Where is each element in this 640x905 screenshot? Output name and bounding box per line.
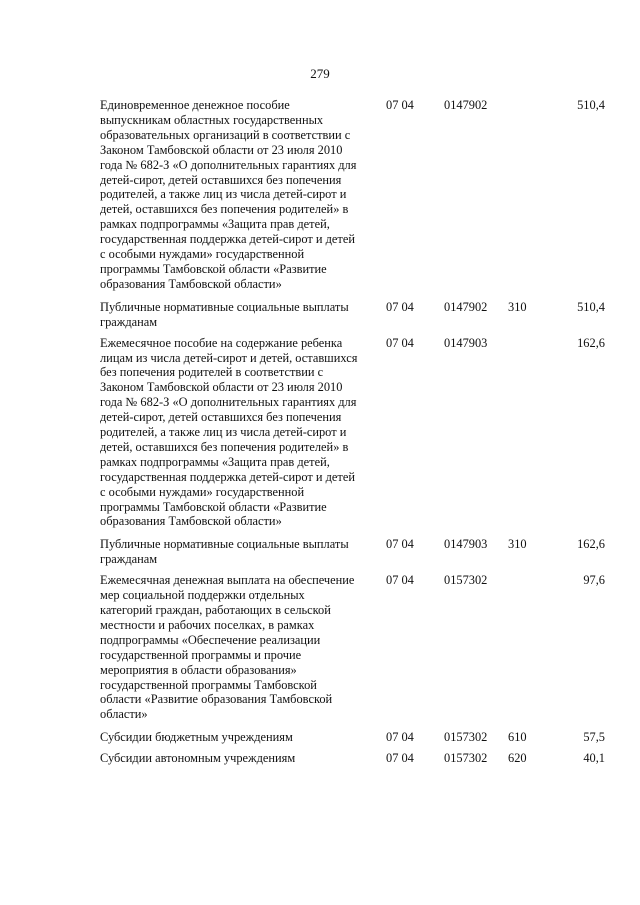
- row-type: 310: [508, 299, 527, 314]
- table-row: [100, 573, 605, 730]
- row-name: Публичные нормативные социальные выплаты гражданам: [100, 537, 349, 567]
- row-type: [508, 573, 548, 730]
- row-amount: 97,6: [583, 573, 605, 588]
- row-target: 0147903: [444, 537, 488, 552]
- row-target: 0157302: [444, 573, 488, 588]
- row-name: Субсидии автономным учреждениям: [100, 751, 296, 766]
- table-row: [100, 751, 605, 772]
- row-type: [508, 336, 548, 538]
- row-target: 0147902: [444, 98, 488, 112]
- table-row: [100, 98, 605, 300]
- row-amount: 57,5: [583, 730, 605, 745]
- page-number: 279: [310, 66, 330, 81]
- table-row: [100, 537, 605, 573]
- row-target: 0157302: [444, 751, 488, 766]
- row-name: Публичные нормативные социальные выплаты гражданам: [100, 299, 349, 329]
- table-row: [100, 300, 605, 336]
- row-amount: 40,1: [583, 751, 605, 766]
- row-type: 310: [508, 537, 527, 552]
- row-amount: 162,6: [577, 537, 605, 552]
- row-section: 07 04: [386, 730, 414, 745]
- row-target: 0147902: [444, 299, 488, 314]
- row-section: 07 04: [386, 537, 414, 552]
- row-type: 610: [508, 730, 527, 745]
- row-name: Ежемесячное пособие на содержание ребенка лицам из числа детей-сирот и детей, оставшихся без попечения родителей в соответствии с Законом Тамбовской области от 23 июля 2010 года № 682-З «О дополнительных гарантиях для детей-сирот, детей оставшихся без попечения родителей, а также лиц из числа детей-сирот и детей, оставшихся без попечения родителей» в рамках подпрограммы «Защита прав детей, государственная поддержка детей-сирот и детей с особыми нуждами» государственной программы Тамбовской области «Развитие образования Тамбовской области»: [100, 335, 358, 529]
- row-target: 0147903: [444, 335, 488, 350]
- row-name: Ежемесячная денежная выплата на обеспечение мер социальной поддержки отдельных категорий граждан, работающих в сельской местности и рабочих поселках, в рамках подпрограммы «Обеспечение реализации государственной программы и прочие мероприятия в области образования» государственной программы Тамбовской области «Развитие образования Тамбовской области»: [100, 573, 355, 722]
- row-section: 07 04: [386, 98, 414, 112]
- row-name: Субсидии бюджетным учреждениям: [100, 730, 293, 745]
- row-type: [508, 98, 548, 300]
- row-amount: 162,6: [577, 335, 605, 350]
- row-section: 07 04: [386, 751, 414, 766]
- row-type: 620: [508, 751, 527, 766]
- row-amount: 510,4: [577, 299, 605, 314]
- row-section: 07 04: [386, 335, 414, 350]
- table-row: [100, 730, 605, 751]
- row-name: Единовременное денежное пособие выпускникам областных государственных образовательных организаций в соответствии с Законом Тамбовской области от 23 июля 2010 года № 682-З «О дополнительных гарантиях для детей-сирот, детей оставшихся без попечения родителей, а также лиц из числа детей-сирот и детей, оставшихся без попечения родителей» в рамках подпрограммы «Защита прав детей, государственная поддержка детей-сирот и детей с особыми нуждами» государственной программы Тамбовской области «Развитие образования Тамбовской области»: [100, 98, 357, 291]
- row-section: 07 04: [386, 299, 414, 314]
- row-target: 0157302: [444, 730, 488, 745]
- table-row: [100, 336, 605, 538]
- row-amount: 510,4: [577, 98, 605, 112]
- row-section: 07 04: [386, 573, 414, 588]
- budget-table: [100, 98, 605, 772]
